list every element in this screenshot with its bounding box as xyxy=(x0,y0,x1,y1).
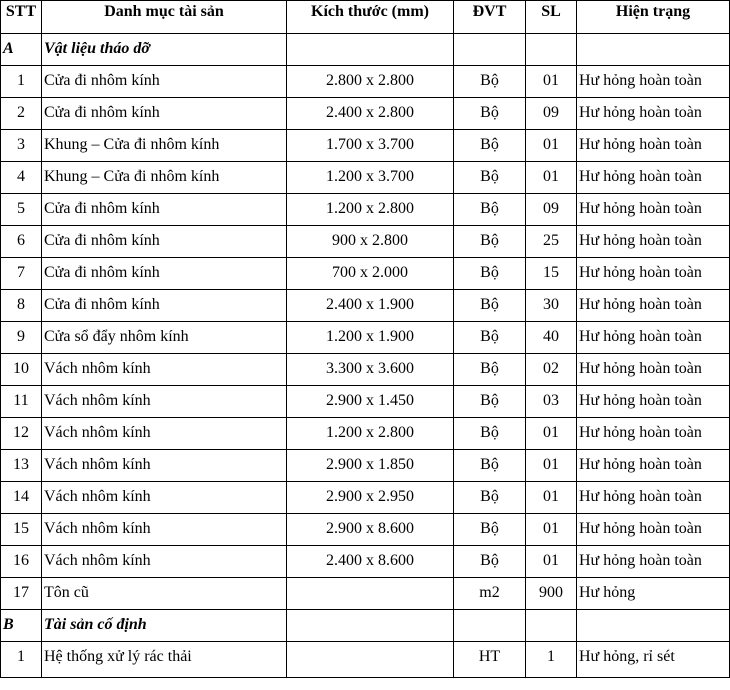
cell-unit: Bộ xyxy=(454,98,526,130)
table-row xyxy=(1,386,730,418)
cell-size: 2.800 x 2.800 xyxy=(287,66,454,98)
empty-cell xyxy=(454,610,526,642)
cell-size: 2.900 x 8.600 xyxy=(287,514,454,546)
cell-stt: 7 xyxy=(1,258,42,290)
cell-stt: 4 xyxy=(1,162,42,194)
cell-name: Vách nhôm kính xyxy=(42,354,287,386)
cell-unit: Bộ xyxy=(454,162,526,194)
cell-stt: 1 xyxy=(1,642,42,678)
empty-cell xyxy=(287,610,454,642)
cell-qty: 09 xyxy=(526,194,577,226)
cell-status: Hư hỏng hoàn toàn xyxy=(577,386,730,418)
cell-stt: 16 xyxy=(1,546,42,578)
cell-qty: 30 xyxy=(526,290,577,322)
header-size: Kích thước (mm) xyxy=(287,1,454,34)
cell-status: Hư hỏng hoàn toàn xyxy=(577,130,730,162)
table-row xyxy=(1,354,730,386)
empty-cell xyxy=(287,34,454,66)
cell-stt: 9 xyxy=(1,322,42,354)
cell-unit: Bộ xyxy=(454,194,526,226)
cell-status: Hư hỏng hoàn toàn xyxy=(577,514,730,546)
cell-size: 1.200 x 2.800 xyxy=(287,194,454,226)
table-row xyxy=(1,578,730,610)
cell-status: Hư hỏng xyxy=(577,578,730,610)
cell-status: Hư hỏng hoàn toàn xyxy=(577,482,730,514)
cell-status: Hư hỏng hoàn toàn xyxy=(577,450,730,482)
cell-unit: Bộ xyxy=(454,354,526,386)
cell-name: Khung – Cửa đi nhôm kính xyxy=(42,130,287,162)
cell-stt: 15 xyxy=(1,514,42,546)
cell-name: Cửa đi nhôm kính xyxy=(42,66,287,98)
cell-size: 700 x 2.000 xyxy=(287,258,454,290)
section-code: B xyxy=(1,610,42,642)
cell-name: Cửa đi nhôm kính xyxy=(42,194,287,226)
cell-name: Vách nhôm kính xyxy=(42,386,287,418)
cell-unit: Bộ xyxy=(454,482,526,514)
table-row xyxy=(1,98,730,130)
cell-status: Hư hỏng hoàn toàn xyxy=(577,66,730,98)
cell-qty: 25 xyxy=(526,226,577,258)
cell-stt: 13 xyxy=(1,450,42,482)
cell-status: Hư hỏng hoàn toàn xyxy=(577,194,730,226)
cell-qty: 09 xyxy=(526,98,577,130)
cell-size: 3.300 x 3.600 xyxy=(287,354,454,386)
cell-size: 1.200 x 1.900 xyxy=(287,322,454,354)
cell-unit: Bộ xyxy=(454,450,526,482)
cell-qty: 03 xyxy=(526,386,577,418)
cell-size: 2.900 x 1.850 xyxy=(287,450,454,482)
empty-cell xyxy=(577,34,730,66)
section-row xyxy=(1,34,730,66)
empty-cell xyxy=(577,610,730,642)
cell-qty: 01 xyxy=(526,162,577,194)
header-unit: ĐVT xyxy=(454,1,526,34)
cell-unit: m2 xyxy=(454,578,526,610)
cell-stt: 5 xyxy=(1,194,42,226)
cell-name: Cửa đi nhôm kính xyxy=(42,258,287,290)
cell-unit: HT xyxy=(454,642,526,678)
cell-unit: Bộ xyxy=(454,322,526,354)
cell-qty: 01 xyxy=(526,514,577,546)
cell-size: 1.200 x 2.800 xyxy=(287,418,454,450)
cell-unit: Bộ xyxy=(454,514,526,546)
cell-qty: 01 xyxy=(526,418,577,450)
cell-size: 2.400 x 2.800 xyxy=(287,98,454,130)
cell-name: Tôn cũ xyxy=(42,578,287,610)
table-row xyxy=(1,66,730,98)
cell-size: 900 x 2.800 xyxy=(287,226,454,258)
table-row xyxy=(1,258,730,290)
table-row xyxy=(1,162,730,194)
cell-name: Vách nhôm kính xyxy=(42,418,287,450)
cell-name: Cửa đi nhôm kính xyxy=(42,98,287,130)
cell-status: Hư hỏng hoàn toàn xyxy=(577,162,730,194)
cell-status: Hư hỏng hoàn toàn xyxy=(577,322,730,354)
empty-cell xyxy=(526,610,577,642)
cell-name: Vách nhôm kính xyxy=(42,482,287,514)
table-row xyxy=(1,130,730,162)
header-qty: SL xyxy=(526,1,577,34)
cell-name: Cửa sổ đẩy nhôm kính xyxy=(42,322,287,354)
cell-status: Hư hỏng, rỉ sét xyxy=(577,642,730,678)
cell-unit: Bộ xyxy=(454,386,526,418)
cell-size: 2.400 x 1.900 xyxy=(287,290,454,322)
cell-size xyxy=(287,642,454,678)
table-header-row xyxy=(1,1,730,34)
section-code: A xyxy=(1,34,42,66)
cell-size: 1.700 x 3.700 xyxy=(287,130,454,162)
cell-size: 2.900 x 1.450 xyxy=(287,386,454,418)
cell-qty: 40 xyxy=(526,322,577,354)
table-row xyxy=(1,418,730,450)
section-row xyxy=(1,610,730,642)
table-row xyxy=(1,194,730,226)
empty-cell xyxy=(454,34,526,66)
cell-stt: 14 xyxy=(1,482,42,514)
cell-name: Cửa đi nhôm kính xyxy=(42,226,287,258)
cell-unit: Bộ xyxy=(454,258,526,290)
cell-qty: 01 xyxy=(526,450,577,482)
cell-stt: 1 xyxy=(1,66,42,98)
cell-qty: 01 xyxy=(526,546,577,578)
cell-status: Hư hỏng hoàn toàn xyxy=(577,354,730,386)
cell-stt: 12 xyxy=(1,418,42,450)
table-row xyxy=(1,546,730,578)
cell-unit: Bộ xyxy=(454,546,526,578)
cell-name: Khung – Cửa đi nhôm kính xyxy=(42,162,287,194)
cell-name: Vách nhôm kính xyxy=(42,546,287,578)
cell-name: Cửa đi nhôm kính xyxy=(42,290,287,322)
cell-qty: 01 xyxy=(526,482,577,514)
cell-status: Hư hỏng hoàn toàn xyxy=(577,226,730,258)
cell-name: Hệ thống xử lý rác thải xyxy=(42,642,287,678)
cell-unit: Bộ xyxy=(454,130,526,162)
cell-qty: 15 xyxy=(526,258,577,290)
cell-qty: 1 xyxy=(526,642,577,678)
cell-size: 1.200 x 3.700 xyxy=(287,162,454,194)
cell-size: 2.900 x 2.950 xyxy=(287,482,454,514)
header-stt: STT xyxy=(1,1,42,34)
header-status: Hiện trạng xyxy=(577,1,730,34)
cell-status: Hư hỏng hoàn toàn xyxy=(577,418,730,450)
cell-unit: Bộ xyxy=(454,226,526,258)
table-row xyxy=(1,290,730,322)
cell-stt: 11 xyxy=(1,386,42,418)
cell-unit: Bộ xyxy=(454,418,526,450)
section-title: Tài sản cố định xyxy=(42,610,287,642)
cell-stt: 3 xyxy=(1,130,42,162)
cell-status: Hư hỏng hoàn toàn xyxy=(577,290,730,322)
table-row xyxy=(1,226,730,258)
cell-name: Vách nhôm kính xyxy=(42,450,287,482)
section-title: Vật liệu tháo dỡ xyxy=(42,34,287,66)
table-row xyxy=(1,450,730,482)
empty-cell xyxy=(526,34,577,66)
cell-qty: 01 xyxy=(526,66,577,98)
cell-unit: Bộ xyxy=(454,290,526,322)
cell-qty: 02 xyxy=(526,354,577,386)
cell-size: 2.400 x 8.600 xyxy=(287,546,454,578)
table-row xyxy=(1,514,730,546)
table-row xyxy=(1,482,730,514)
cell-status: Hư hỏng hoàn toàn xyxy=(577,546,730,578)
cell-status: Hư hỏng hoàn toàn xyxy=(577,98,730,130)
cell-status: Hư hỏng hoàn toàn xyxy=(577,258,730,290)
header-name: Danh mục tài sản xyxy=(42,1,287,34)
table-row xyxy=(1,322,730,354)
cell-stt: 10 xyxy=(1,354,42,386)
table-row xyxy=(1,642,730,678)
cell-stt: 8 xyxy=(1,290,42,322)
cell-stt: 6 xyxy=(1,226,42,258)
cell-stt: 17 xyxy=(1,578,42,610)
cell-qty: 900 xyxy=(526,578,577,610)
cell-name: Vách nhôm kính xyxy=(42,514,287,546)
cell-qty: 01 xyxy=(526,130,577,162)
table-body xyxy=(1,34,730,678)
cell-unit: Bộ xyxy=(454,66,526,98)
cell-size xyxy=(287,578,454,610)
cell-stt: 2 xyxy=(1,98,42,130)
